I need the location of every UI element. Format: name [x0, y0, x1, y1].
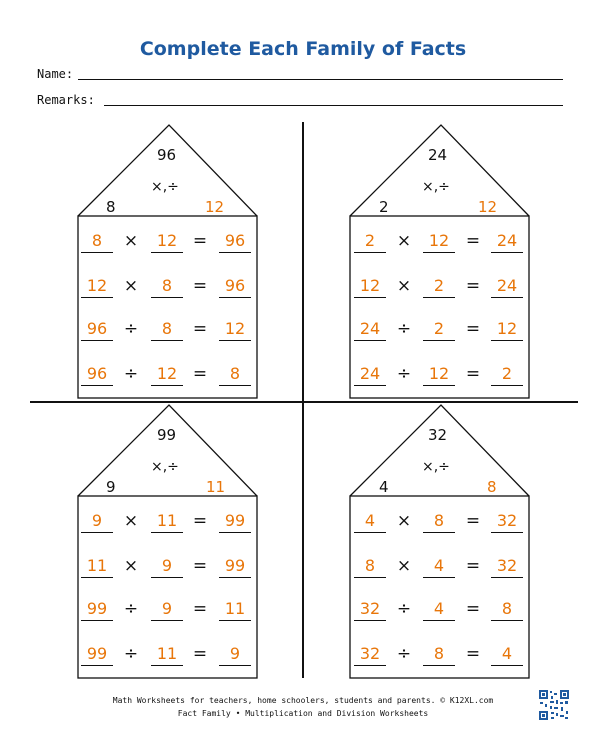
- answer-blank[interactable]: 96: [219, 230, 251, 253]
- answer-blank[interactable]: 4: [354, 510, 386, 533]
- remarks-line: [104, 105, 563, 106]
- operations-label: ×,÷: [151, 459, 179, 475]
- equation-row: [77, 510, 257, 534]
- answer-blank[interactable]: 96: [81, 363, 113, 386]
- answer-blank[interactable]: 4: [423, 555, 455, 578]
- equation-row: [77, 555, 257, 579]
- equals-symbol: =: [192, 364, 208, 384]
- product-number: 99: [157, 426, 177, 444]
- equals-symbol: =: [465, 364, 481, 384]
- answer-blank[interactable]: 12: [219, 318, 251, 341]
- equation-row: [349, 230, 529, 254]
- equals-symbol: =: [465, 599, 481, 619]
- operator-symbol: ÷: [396, 599, 412, 619]
- operator-symbol: ×: [396, 276, 412, 296]
- answer-blank[interactable]: 8: [491, 598, 523, 621]
- answer-blank[interactable]: 11: [151, 643, 183, 666]
- answer-blank[interactable]: 12: [354, 275, 386, 298]
- equals-symbol: =: [192, 644, 208, 664]
- house-outline: [77, 404, 257, 679]
- answer-blank[interactable]: 99: [81, 598, 113, 621]
- answer-blank[interactable]: 9: [219, 643, 251, 666]
- equals-symbol: =: [465, 556, 481, 576]
- answer-blank[interactable]: 8: [151, 318, 183, 341]
- operations-label: ×,÷: [151, 179, 179, 195]
- operator-symbol: ×: [123, 511, 139, 531]
- answer-blank[interactable]: 32: [491, 555, 523, 578]
- operator-symbol: ÷: [396, 319, 412, 339]
- footer-credit: Math Worksheets for teachers, home schoolers, students and parents. © K12XL.com: [112, 696, 494, 705]
- answer-blank[interactable]: 32: [491, 510, 523, 533]
- house-outline: [349, 404, 529, 679]
- equals-symbol: =: [465, 319, 481, 339]
- answer-blank[interactable]: 99: [81, 643, 113, 666]
- name-label: Name:: [37, 67, 74, 81]
- factor-left: 2: [379, 198, 389, 216]
- equals-symbol: =: [192, 599, 208, 619]
- factor-left: 4: [379, 478, 389, 496]
- equation-row: [349, 555, 529, 579]
- answer-blank[interactable]: 32: [354, 598, 386, 621]
- answer-blank[interactable]: 4: [491, 643, 523, 666]
- equation-row: [77, 318, 257, 342]
- operations-label: ×,÷: [422, 459, 450, 475]
- operator-symbol: ×: [396, 556, 412, 576]
- equation-row: [349, 318, 529, 342]
- vertical-divider: [302, 122, 304, 678]
- equals-symbol: =: [192, 231, 208, 251]
- answer-blank[interactable]: 8: [354, 555, 386, 578]
- answer-blank[interactable]: 96: [81, 318, 113, 341]
- equals-symbol: =: [465, 231, 481, 251]
- answer-blank[interactable]: 32: [354, 643, 386, 666]
- name-line: [78, 79, 563, 80]
- answer-blank[interactable]: 8: [423, 510, 455, 533]
- product-number: 24: [428, 146, 448, 164]
- answer-blank[interactable]: 9: [151, 598, 183, 621]
- answer-blank[interactable]: 4: [423, 598, 455, 621]
- fact-family-house-3: [77, 404, 257, 679]
- equation-row: [77, 230, 257, 254]
- answer-blank[interactable]: 24: [491, 230, 523, 253]
- factor-right: 12: [205, 198, 225, 216]
- footer-subtitle: Fact Family • Multiplication and Division Worksheets: [177, 709, 429, 718]
- operator-symbol: ×: [123, 231, 139, 251]
- equation-row: [349, 510, 529, 534]
- product-number: 96: [157, 146, 177, 164]
- equals-symbol: =: [192, 556, 208, 576]
- equals-symbol: =: [192, 511, 208, 531]
- factor-left: 9: [106, 478, 116, 496]
- factor-right: 12: [478, 198, 498, 216]
- equals-symbol: =: [465, 644, 481, 664]
- operator-symbol: ×: [396, 231, 412, 251]
- product-number: 32: [428, 426, 448, 444]
- operator-symbol: ×: [123, 556, 139, 576]
- fact-family-house-4: [349, 404, 529, 679]
- answer-blank[interactable]: 12: [423, 230, 455, 253]
- answer-blank[interactable]: 24: [354, 363, 386, 386]
- fact-family-house-2: [349, 124, 529, 399]
- answer-blank[interactable]: 96: [219, 275, 251, 298]
- factor-right: 8: [487, 478, 497, 496]
- equation-row: [77, 275, 257, 299]
- answer-blank[interactable]: 24: [491, 275, 523, 298]
- equals-symbol: =: [192, 319, 208, 339]
- answer-blank[interactable]: 2: [491, 363, 523, 386]
- equals-symbol: =: [192, 276, 208, 296]
- equation-row: [77, 598, 257, 622]
- answer-blank[interactable]: 11: [81, 555, 113, 578]
- footer: [0, 694, 606, 720]
- answer-blank[interactable]: 12: [151, 230, 183, 253]
- answer-blank[interactable]: 8: [423, 643, 455, 666]
- answer-blank[interactable]: 12: [491, 318, 523, 341]
- answer-blank[interactable]: 8: [219, 363, 251, 386]
- equation-row: [77, 643, 257, 667]
- answer-blank[interactable]: 2: [423, 318, 455, 341]
- operations-label: ×,÷: [422, 179, 450, 195]
- answer-blank[interactable]: 24: [354, 318, 386, 341]
- operator-symbol: ÷: [396, 644, 412, 664]
- factor-left: 8: [106, 198, 116, 216]
- equals-symbol: =: [465, 276, 481, 296]
- equation-row: [77, 363, 257, 387]
- operator-symbol: ×: [396, 511, 412, 531]
- remarks-label: Remarks:: [37, 93, 95, 107]
- factor-right: 11: [206, 478, 226, 496]
- answer-blank[interactable]: 9: [81, 510, 113, 533]
- answer-blank[interactable]: 2: [354, 230, 386, 253]
- fact-family-house-1: [77, 124, 257, 399]
- answer-blank[interactable]: 12: [81, 275, 113, 298]
- answer-blank[interactable]: 99: [219, 510, 251, 533]
- operator-symbol: ÷: [123, 599, 139, 619]
- answer-blank[interactable]: 2: [423, 275, 455, 298]
- equation-row: [349, 643, 529, 667]
- answer-blank[interactable]: 8: [151, 275, 183, 298]
- horizontal-divider: [30, 401, 578, 403]
- answer-blank[interactable]: 11: [151, 510, 183, 533]
- equation-row: [349, 363, 529, 387]
- operator-symbol: ×: [123, 276, 139, 296]
- equation-row: [349, 275, 529, 299]
- house-outline: [349, 124, 529, 399]
- equation-row: [349, 598, 529, 622]
- operator-symbol: ÷: [123, 364, 139, 384]
- house-outline: [77, 124, 257, 399]
- answer-blank[interactable]: 12: [423, 363, 455, 386]
- answer-blank[interactable]: 9: [151, 555, 183, 578]
- qr-code-icon: [538, 689, 570, 721]
- answer-blank[interactable]: 12: [151, 363, 183, 386]
- operator-symbol: ÷: [396, 364, 412, 384]
- answer-blank[interactable]: 11: [219, 598, 251, 621]
- answer-blank[interactable]: 8: [81, 230, 113, 253]
- answer-blank[interactable]: 99: [219, 555, 251, 578]
- equals-symbol: =: [465, 511, 481, 531]
- operator-symbol: ÷: [123, 644, 139, 664]
- operator-symbol: ÷: [123, 319, 139, 339]
- worksheet-title: Complete Each Family of Facts: [139, 38, 467, 60]
